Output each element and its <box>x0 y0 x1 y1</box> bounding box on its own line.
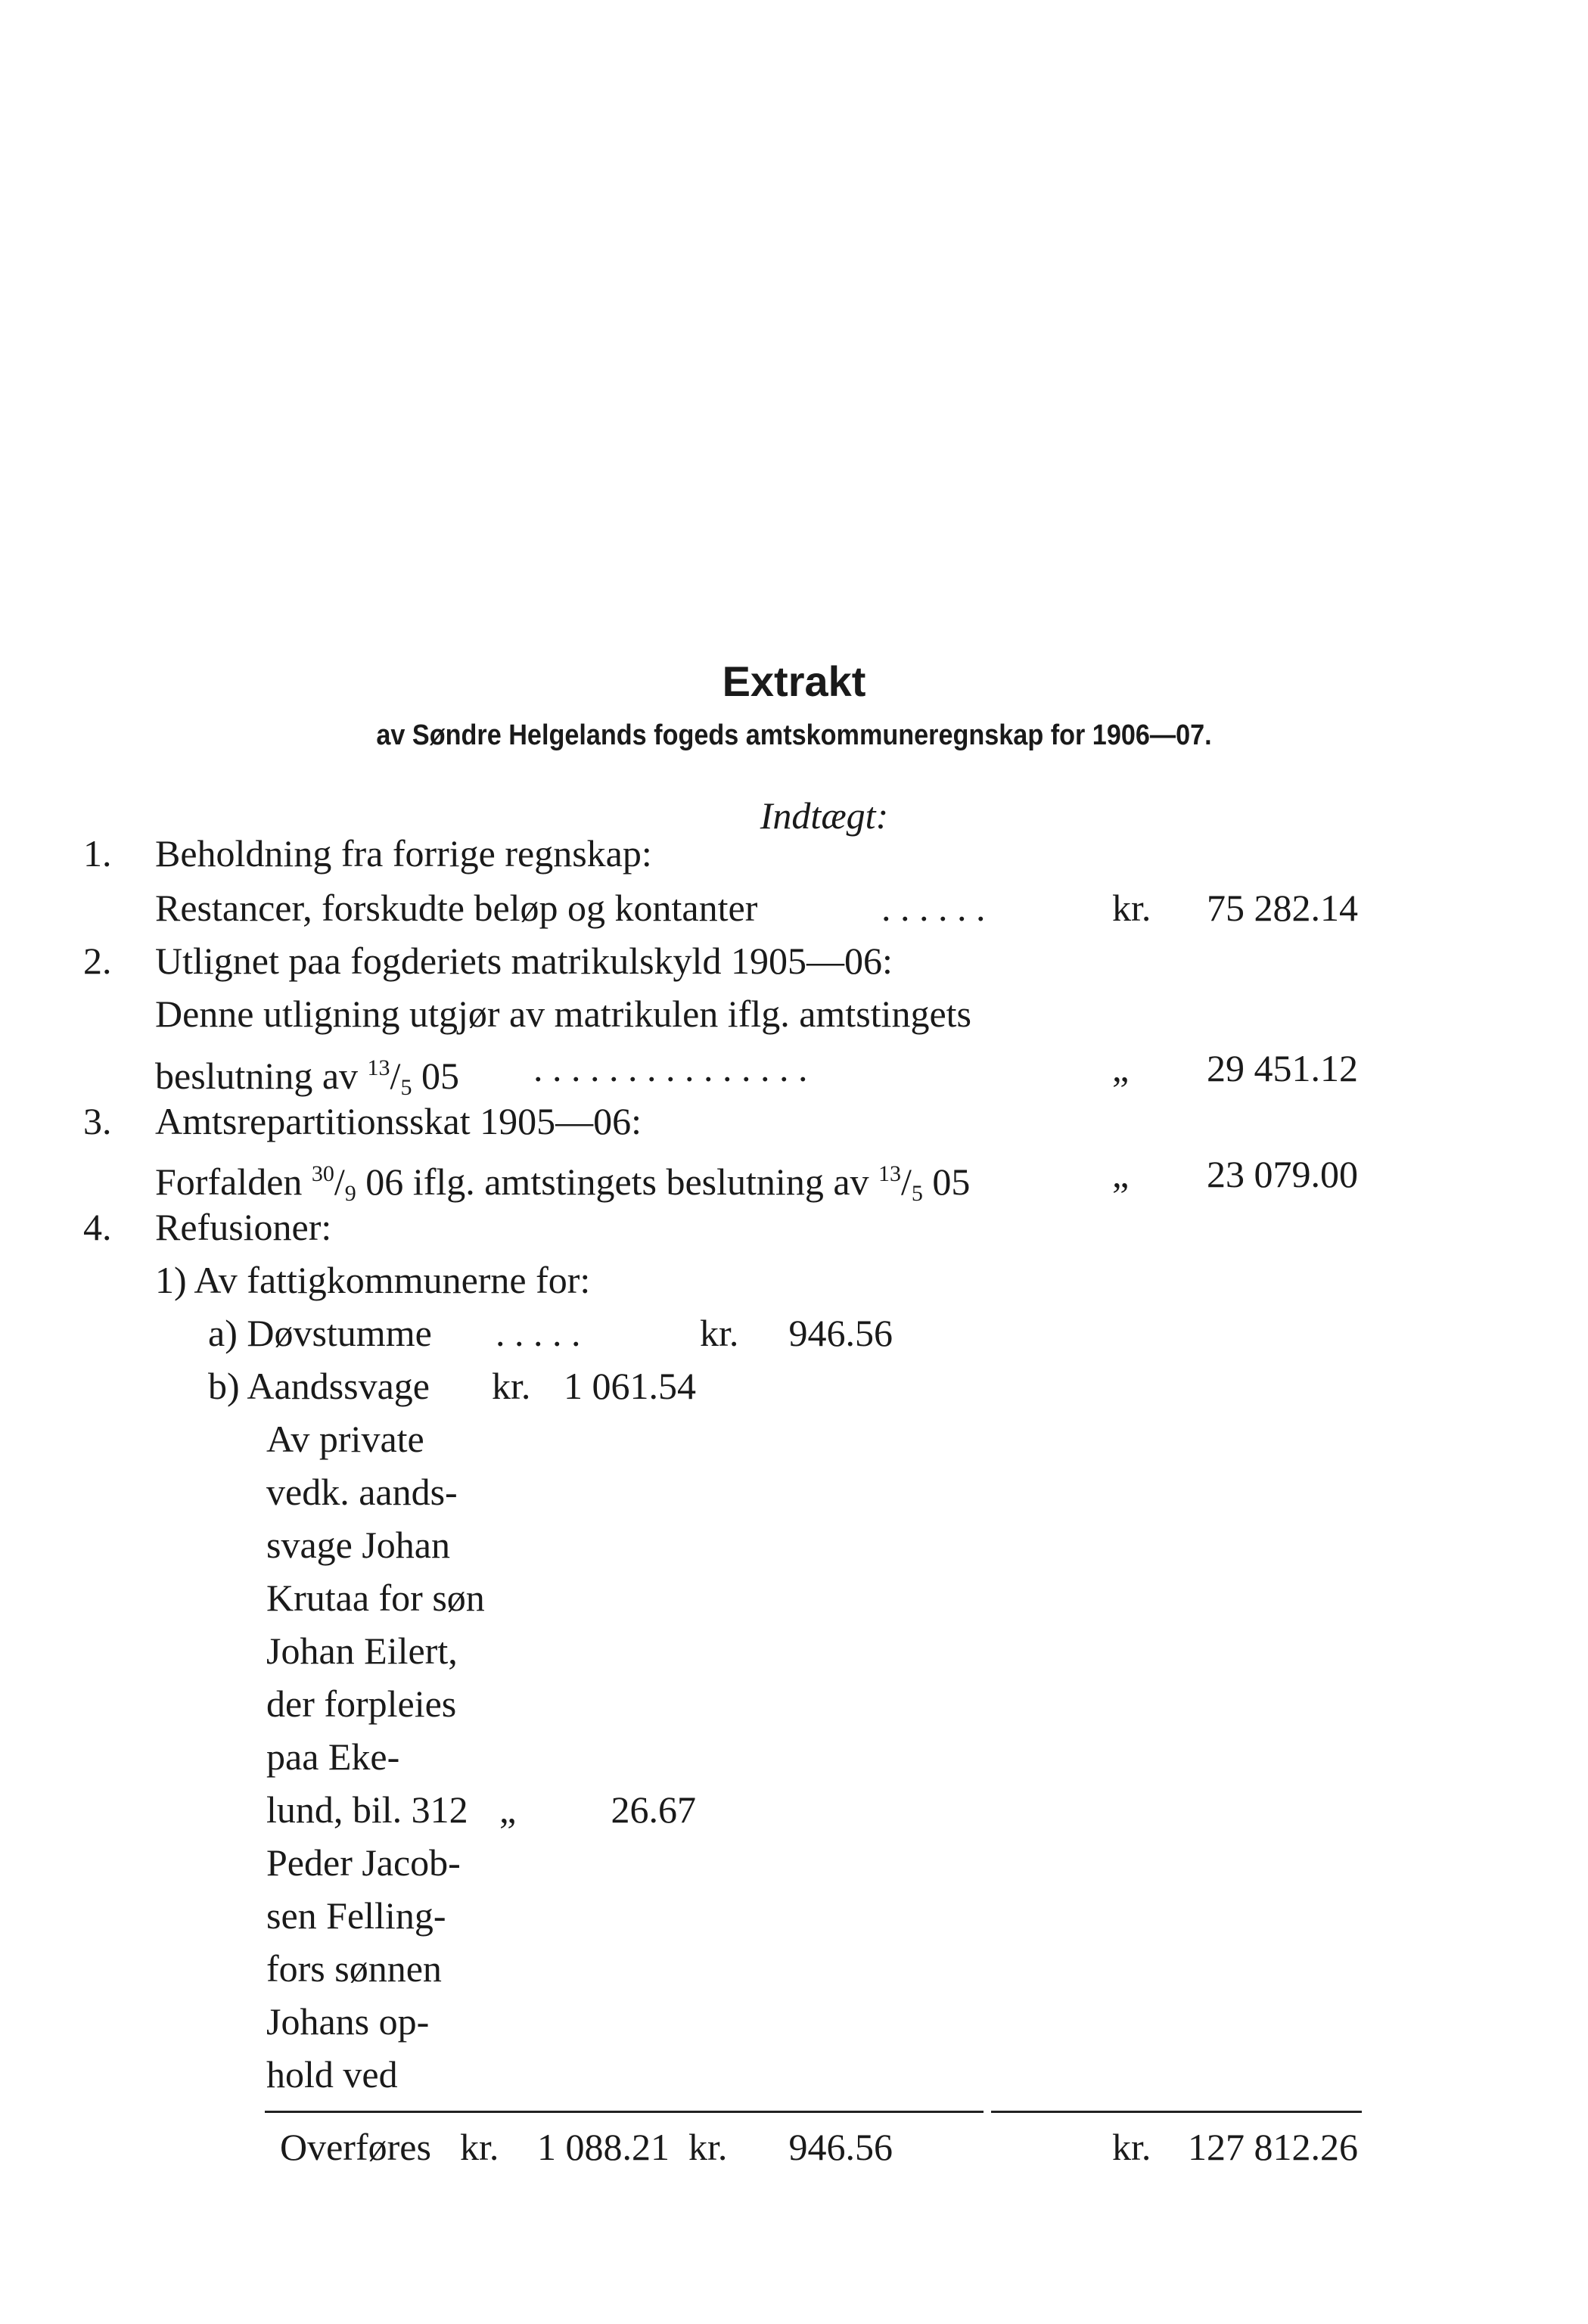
item-4a-leader-dots: . . . . . <box>496 1312 581 1354</box>
narrow-line: Johans op- <box>266 2000 430 2043</box>
item-3-ditto: „ <box>1112 1153 1130 1195</box>
item-4b-label: b) Aandssvage <box>208 1365 430 1407</box>
item-4b-currency: kr. <box>492 1365 531 1407</box>
item-1-number: 1. <box>83 832 112 875</box>
total-rule <box>991 2111 1362 2113</box>
carry-forward-amount-2: 946.56 <box>788 2126 893 2168</box>
item-4a-currency: kr. <box>700 1312 739 1354</box>
item-2-heading: Utlignet paa fogderiets matrikulskyld 1905—06: <box>155 940 893 982</box>
narrow-line: der forpleies <box>266 1682 457 1725</box>
item-2-line-1: Denne utligning utgjør av matrikulen iflg. amtstingets <box>155 993 971 1035</box>
carry-forward-currency-3: kr. <box>1112 2126 1151 2168</box>
narrow-line: lund, bil. 312 <box>266 1788 468 1831</box>
item-2-amount: 29 451.12 <box>1207 1047 1358 1089</box>
item-1-line: Restancer, forskudte beløp og kontanter <box>155 887 758 929</box>
narrow-line: Krutaa for søn <box>266 1577 485 1619</box>
carry-forward-currency-1: kr. <box>460 2126 499 2168</box>
carry-forward-amount-1: 1 088.21 <box>537 2126 670 2168</box>
section-heading: Indtægt: <box>760 794 889 837</box>
item-1-heading: Beholdning fra forrige regnskap: <box>155 832 652 875</box>
item-4-sub-1: 1) Av fattigkommunerne for: <box>155 1259 591 1301</box>
narrow-line: hold ved <box>266 2053 398 2096</box>
item-1-currency: kr. <box>1112 887 1151 929</box>
carry-forward-amount-3: 127 812.26 <box>1188 2126 1358 2168</box>
item-2-leader-dots: . . . . . . . . . . . . . . . <box>533 1047 808 1089</box>
item-2-line-2: beslutning av $^{13}/_5$ 05 <box>155 1055 459 1100</box>
page-title: Extrakt <box>722 657 866 705</box>
item-3-amount: 23 079.00 <box>1207 1153 1358 1195</box>
narrow-line: svage Johan <box>266 1524 450 1566</box>
carry-forward-currency-2: kr. <box>688 2126 728 2168</box>
narrow-line: paa Eke- <box>266 1735 400 1778</box>
item-4b-amount: 1 061.54 <box>564 1365 696 1407</box>
narrow-line: Johan Eilert, <box>266 1630 458 1672</box>
carry-forward-label: Overføres <box>280 2126 431 2168</box>
page-subtitle: av Søndre Helgelands fogeds amtskommuneregnskap for 1906—07. <box>376 719 1212 751</box>
narrow-line: vedk. aands- <box>266 1471 458 1513</box>
item-4-number: 4. <box>83 1206 112 1248</box>
item-4-heading: Refusioner: <box>155 1206 332 1248</box>
narrow-line: fors sønnen <box>266 1947 442 1990</box>
item-2-ditto: „ <box>1112 1047 1130 1089</box>
narrow-line: Peder Jacob- <box>266 1841 461 1884</box>
item-1-leader-dots: . . . . . . <box>881 887 986 929</box>
item-3-heading: Amtsrepartitionsskat 1905—06: <box>155 1100 642 1142</box>
narrow-line: sen Felling- <box>266 1894 446 1937</box>
narrow-line: Av private <box>266 1418 424 1460</box>
subtotal-rule <box>265 2111 984 2113</box>
item-2-number: 2. <box>83 940 112 982</box>
item-3-line: Forfalden $^{30}/_9$ 06 iflg. amtstingets beslutning av $^{13}/_5$ 05 <box>155 1160 971 1206</box>
item-4a-label: a) Døvstumme <box>208 1312 432 1354</box>
item-4-bil-amount: 26.67 <box>611 1788 696 1831</box>
item-3-number: 3. <box>83 1100 112 1142</box>
item-1-amount: 75 282.14 <box>1207 887 1358 929</box>
item-4a-amount: 946.56 <box>788 1312 893 1354</box>
item-4-bil-ditto: „ <box>499 1788 517 1831</box>
